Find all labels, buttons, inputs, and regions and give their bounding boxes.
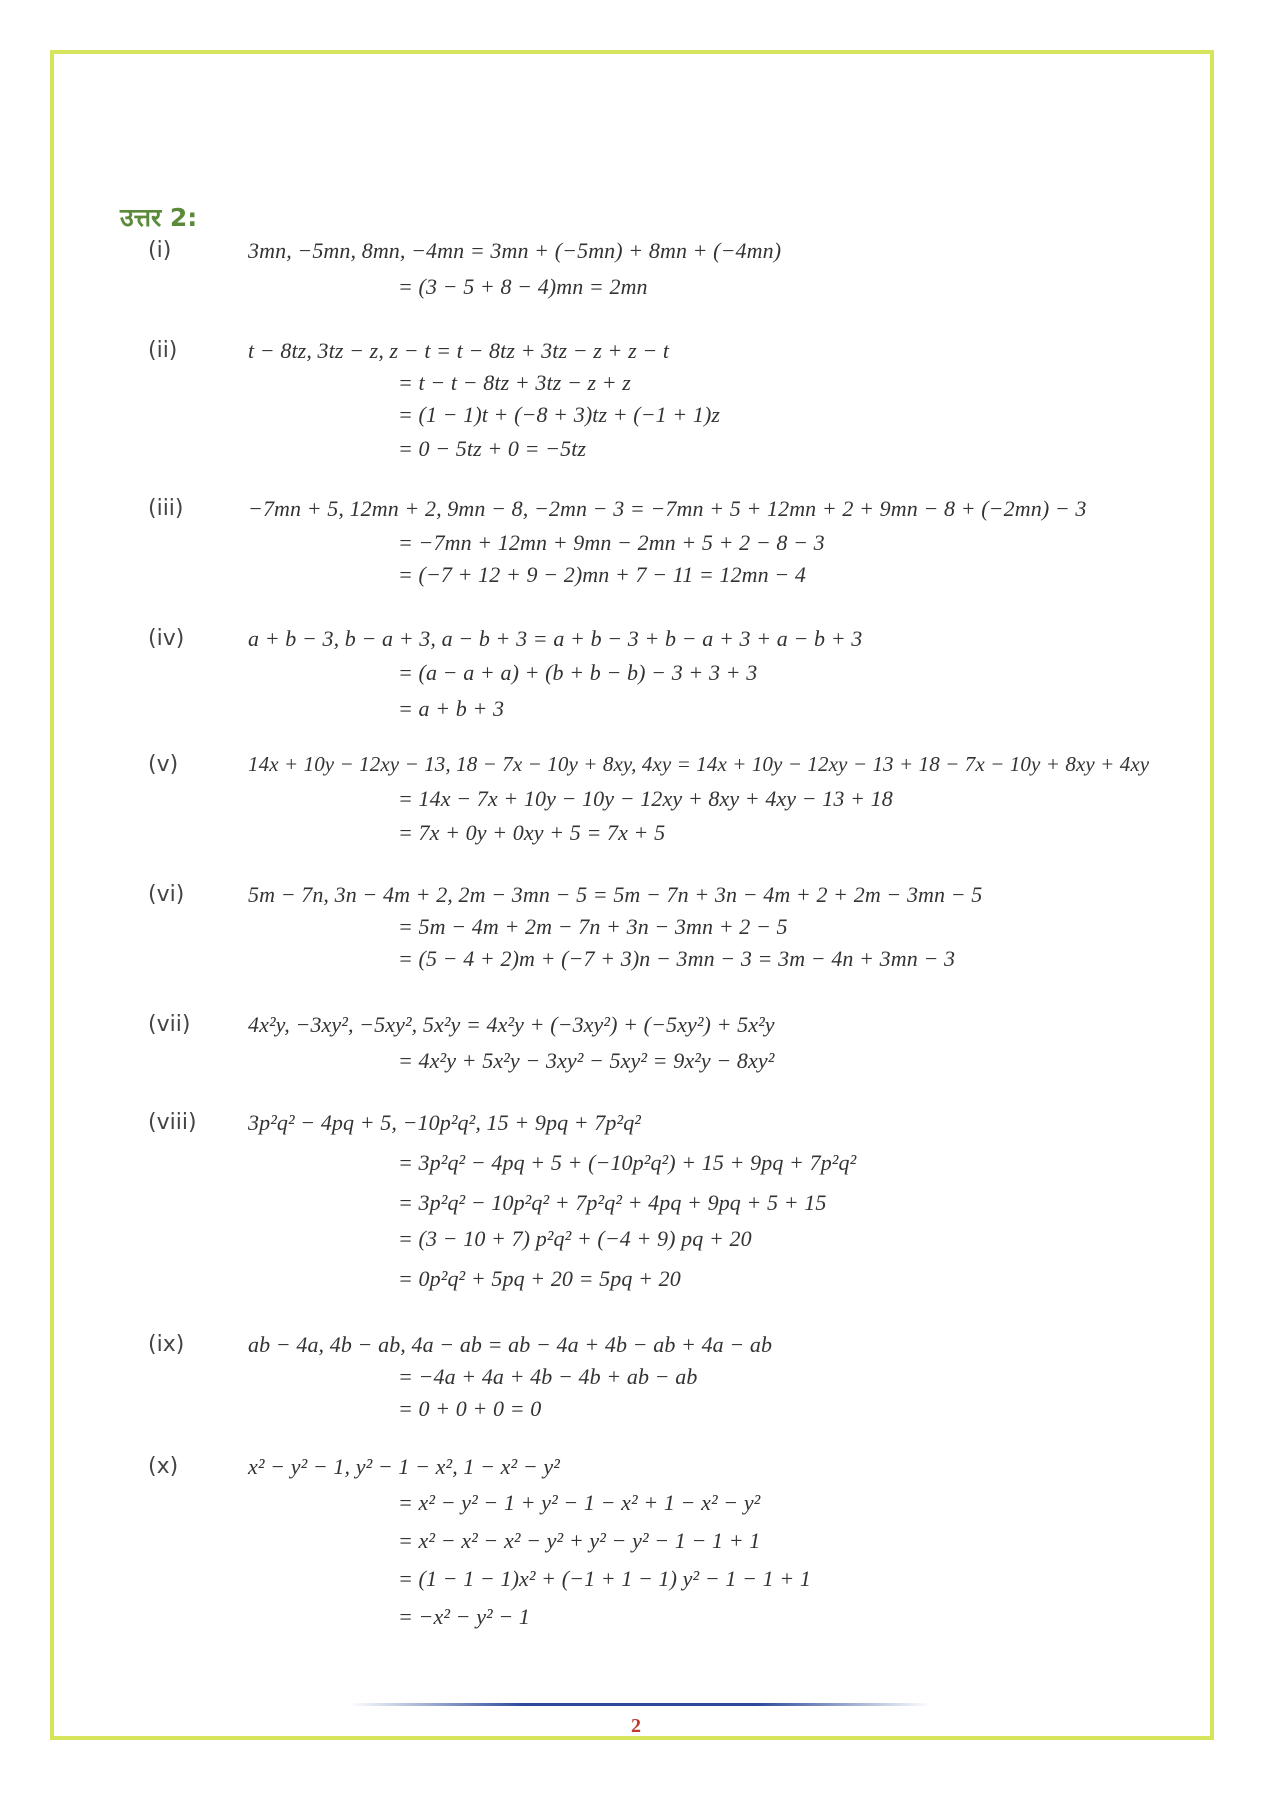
- equation-line: = t − t − 8tz + 3tz − z + z: [398, 370, 631, 395]
- problem-label: (x): [148, 1454, 179, 1479]
- equation-line: ab − 4a, 4b − ab, 4a − ab = ab − 4a + 4b − ab + 4a − ab: [248, 1332, 773, 1357]
- equation-line: = (3 − 5 + 8 − 4)mn = 2mn: [398, 274, 648, 299]
- equation-line: = −4a + 4a + 4b − 4b + ab − ab: [398, 1364, 698, 1389]
- equation-line: = (3 − 10 + 7) p²q² + (−4 + 9) pq + 20: [398, 1226, 752, 1251]
- problem-label: (v): [148, 752, 179, 777]
- problem-label: (vi): [148, 882, 185, 907]
- equation-line: = 3p²q² − 4pq + 5 + (−10p²q²) + 15 + 9pq + 7p²q²: [398, 1150, 857, 1175]
- equation-line: 14x + 10y − 12xy − 13, 18 − 7x − 10y + 8xy, 4xy = 14x + 10y − 12xy − 13 + 18 − 7x − 10y + 8xy + 4xy: [248, 752, 1150, 776]
- problem-label: (ix): [148, 1332, 185, 1357]
- equation-line: = 4x²y + 5x²y − 3xy² − 5xy² = 9x²y − 8xy²: [398, 1048, 775, 1073]
- problem-label: (vii): [148, 1012, 191, 1037]
- equation-line: = 7x + 0y + 0xy + 5 = 7x + 5: [398, 820, 666, 845]
- page-number: 2: [631, 1715, 641, 1737]
- problem-label: (iii): [148, 496, 184, 521]
- footer-divider: [350, 1703, 930, 1706]
- equation-line: = 5m − 4m + 2m − 7n + 3n − 3mn + 2 − 5: [398, 914, 788, 939]
- equation-line: −7mn + 5, 12mn + 2, 9mn − 8, −2mn − 3 = −7mn + 5 + 12mn + 2 + 9mn − 8 + (−2mn) − 3: [248, 496, 1087, 521]
- equation-line: = 0 − 5tz + 0 = −5tz: [398, 436, 587, 461]
- equation-line: = 14x − 7x + 10y − 10y − 12xy + 8xy + 4xy − 13 + 18: [398, 786, 893, 811]
- equation-line: = (−7 + 12 + 9 − 2)mn + 7 − 11 = 12mn − 4: [398, 562, 807, 587]
- equation-line: = (1 − 1)t + (−8 + 3)tz + (−1 + 1)z: [398, 402, 721, 427]
- problem-label: (i): [148, 238, 172, 263]
- equation-line: = 0 + 0 + 0 = 0: [398, 1396, 542, 1421]
- equation-line: 3p²q² − 4pq + 5, −10p²q², 15 + 9pq + 7p²q²: [248, 1110, 642, 1135]
- equation-line: = 0p²q² + 5pq + 20 = 5pq + 20: [398, 1266, 681, 1291]
- answer-heading: उत्तर 2:: [120, 203, 198, 232]
- equation-line: = (a − a + a) + (b + b − b) − 3 + 3 + 3: [398, 660, 758, 685]
- equation-line: = (5 − 4 + 2)m + (−7 + 3)n − 3mn − 3 = 3m − 4n + 3mn − 3: [398, 946, 956, 971]
- equation-line: = −7mn + 12mn + 9mn − 2mn + 5 + 2 − 8 − 3: [398, 530, 825, 555]
- equation-line: = −x² − y² − 1: [398, 1604, 531, 1629]
- problem-label: (iv): [148, 626, 185, 651]
- equation-line: = x² − y² − 1 + y² − 1 − x² + 1 − x² − y²: [398, 1490, 761, 1515]
- equation-line: a + b − 3, b − a + 3, a − b + 3 = a + b − 3 + b − a + 3 + a − b + 3: [248, 626, 863, 651]
- equation-line: = a + b + 3: [398, 696, 505, 721]
- equation-line: x² − y² − 1, y² − 1 − x², 1 − x² − y²: [248, 1454, 560, 1479]
- problem-label: (ii): [148, 338, 178, 363]
- equation-line: 3mn, −5mn, 8mn, −4mn = 3mn + (−5mn) + 8mn + (−4mn): [248, 238, 782, 263]
- equation-line: t − 8tz, 3tz − z, z − t = t − 8tz + 3tz − z + z − t: [248, 338, 670, 363]
- problem-label: (viii): [148, 1110, 197, 1135]
- equation-line: = x² − x² − x² − y² + y² − y² − 1 − 1 + 1: [398, 1528, 761, 1553]
- equation-line: 5m − 7n, 3n − 4m + 2, 2m − 3mn − 5 = 5m − 7n + 3n − 4m + 2 + 2m − 3mn − 5: [248, 882, 983, 907]
- equation-line: = 3p²q² − 10p²q² + 7p²q² + 4pq + 9pq + 5 + 15: [398, 1190, 827, 1215]
- equation-line: 4x²y, −3xy², −5xy², 5x²y = 4x²y + (−3xy²) + (−5xy²) + 5x²y: [248, 1012, 775, 1037]
- equation-line: = (1 − 1 − 1)x² + (−1 + 1 − 1) y² − 1 − 1 + 1: [398, 1566, 811, 1591]
